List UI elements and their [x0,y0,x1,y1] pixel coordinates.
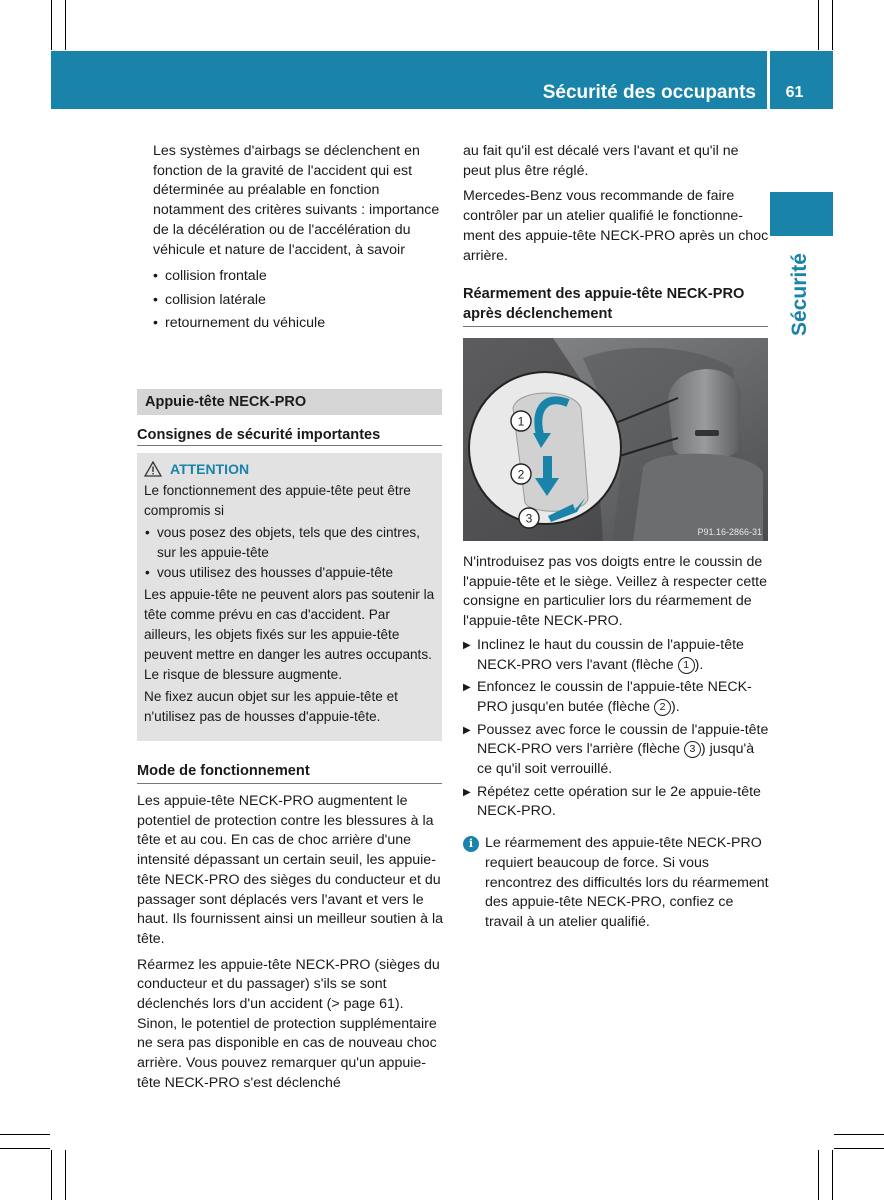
step-item: ▶ Inclinez le haut du coussin de l'appuie-tête NECK-PRO vers l'avant (flèche 1 ). [463,636,769,675]
crop-mark [834,1148,884,1149]
step-number: 3 [684,741,701,758]
step-arrow-icon: ▶ [463,724,471,736]
rearm-heading: Réarmement des appuie-tête NECK-PRO après déclenchement [463,286,745,322]
step-item: ▶ Répétez cette opération sur le 2e appuie-tête NECK-PRO. [463,783,769,822]
list-item: • collision latérale [153,291,266,308]
step-arrow-icon: ▶ [463,682,471,694]
headrest-diagram [463,338,768,541]
callout-3: 3 [525,511,533,526]
callout-1: 1 [517,414,525,429]
heading-rule [137,445,442,446]
page-title: Sécurité des occupants [542,82,756,103]
list-item: • collision frontale [153,268,267,285]
step-item: ▶ Poussez avec force le coussin de l'appuie-tête NECK-PRO vers l'arrière (flèche 3 ) jusqu'à ce qu'il soit verrouillé. [463,721,769,780]
crop-mark [818,0,819,50]
continued-paragraph: au fait qu'il est décalé vers l'avant et qu'il ne peut plus être réglé. [463,143,739,179]
step-arrow-icon: ▶ [463,639,471,651]
crop-mark [832,0,833,50]
list-item: • retournement du véhicule [153,314,326,331]
crop-mark [0,1148,50,1149]
step-number: 1 [678,657,695,674]
callout-2: 2 [517,467,525,482]
heading-rule [463,326,768,327]
intro-block [153,142,443,334]
crop-mark [51,0,52,50]
mode-heading: Mode de fonctionnement [137,763,310,779]
crop-mark [65,0,66,50]
warning-box [137,453,442,741]
page-number: 61 [785,84,804,101]
info-note [463,834,769,933]
warning-list-item: • vous utilisez des housses d'appuie-tête [145,565,394,580]
caution-paragraph: N'introduisez pas vos doigts entre le coussin de l'appuie-tête et le siège. Veillez à respecter cette consigne en particulier lors du réarmement de l'appuie-tête NECK-PRO. [463,554,767,630]
crop-mark [51,1150,52,1200]
step-arrow-icon: ▶ [463,786,471,798]
mode-paragraph: Réarmez les appuie-tête NECK-PRO (sièges du conducteur et du passager) s'ils se sont déclenchés lors d'un accident (> page 61). Sinon, le potentiel de protection supplémentaire ne sera pas disponible en cas de nouveau choc arrière. Vous pouvez remarquer qu'un appuie-tête NECK-PRO s'est déclenché [137,956,440,1091]
figure-code: P91.16-2866-31 [697,527,762,537]
crop-mark [0,1134,50,1135]
info-icon: i [463,836,479,852]
step-number: 2 [654,699,671,716]
step-item: ▶ Enfoncez le coussin de l'appuie-tête NECK-PRO jusqu'en butée (flèche 2 ). [463,678,769,717]
instructions-block [463,553,769,933]
mode-block [137,792,443,1100]
warning-title: ATTENTION [170,461,250,477]
section-title: Appuie-tête NECK-PRO [137,389,442,415]
warning-paragraph: Ne fixez aucun objet sur les appuie-tête et n'utilisez pas de housses d'appuie-tête. [144,689,398,724]
continued-paragraph: Mercedes-Benz vous recommande de faire contrôler par un atelier qualifié le fonctionnement des appuie-tête NECK-PRO après un choc arrière. [463,188,769,264]
warning-header [144,459,435,479]
crop-mark [832,1150,833,1200]
crop-mark [65,1150,66,1200]
chapter-tab [770,192,833,236]
chapter-label: Sécurité [788,253,811,336]
warning-intro: Le fonctionnement des appuie-tête peut être compromis si [144,483,411,518]
safety-heading: Consignes de sécurité importantes [137,427,381,443]
continued-block [463,142,769,272]
mode-paragraph: Les appuie-tête NECK-PRO augmentent le potentiel de protection contre les blessures à la tête et au cou. En cas de choc arrière d'une intensité dépassant un certain seuil, les appuie-tête NECK-PRO des sièges du conducteur et du passager sont déplacés vers l'avant et vers le haut. Ils fournissent ainsi un meilleur soutien à la tête. [137,793,443,947]
crop-mark [834,1134,884,1135]
warning-list-item: • vous posez des objets, tels que des cintres, sur les appuie-tête [145,525,420,560]
info-text: Le réarmement des appuie-tête NECK-PRO requiert beaucoup de force. Si vous rencontrez des difficultés lors du réarmement des appuie-tête NECK-PRO, confiez ce travail à un atelier qualifié. [485,835,769,930]
intro-paragraph: Les systèmes d'airbags se déclenchent en fonction de la gravité de l'accident qui est déterminée au préalable en fonction notamment des critères suivants : importance de la décélération ou de l'accélération du véhicule et nature de l'accident, à savoir [153,143,440,258]
warning-paragraph: Les appuie-tête ne peuvent alors pas soutenir la tête comme prévu en cas d'accident. Par ailleurs, les objets fixés sur les appuie-tête peuvent mettre en danger les autres occupants. Le risque de blessure augmente. [144,587,435,682]
headrest-illustration [463,338,768,541]
heading-rule [137,783,442,784]
crop-mark [818,1150,819,1200]
warning-triangle-icon [144,461,162,477]
